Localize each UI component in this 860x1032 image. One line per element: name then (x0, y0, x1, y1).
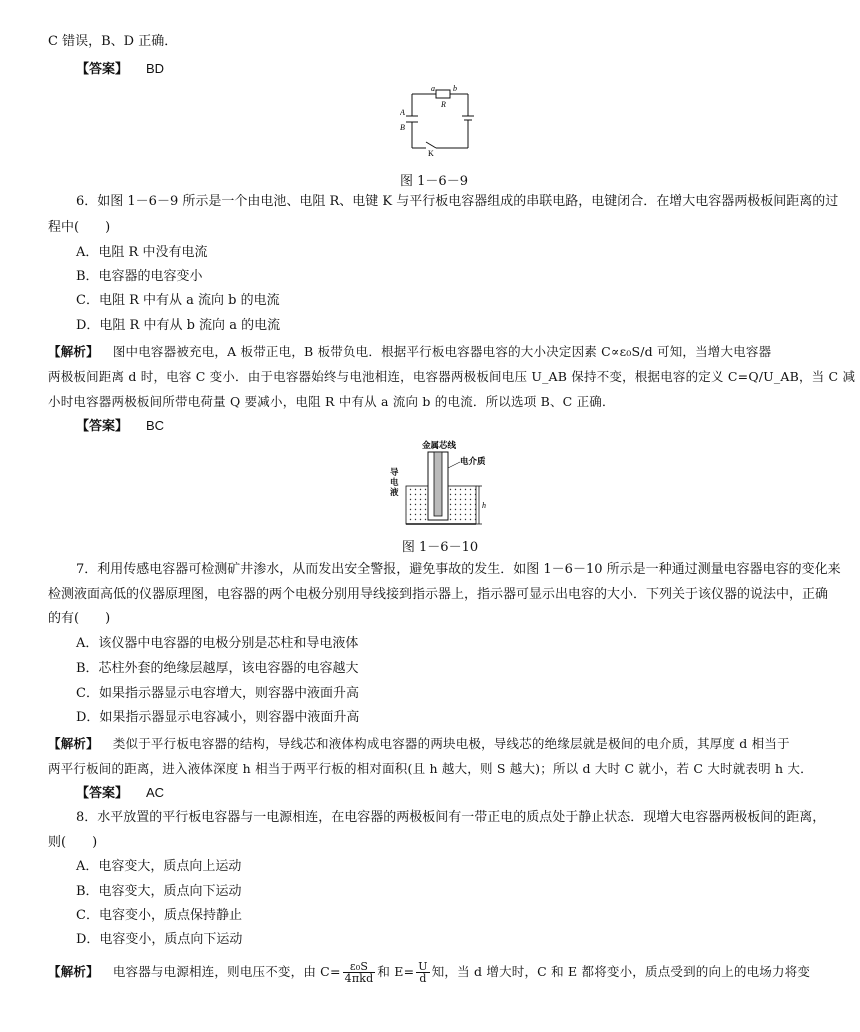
fig9-caption: 图 1－6－9 (400, 174, 468, 189)
q7-stem-2: 检测液面高低的仪器原理图，电容器的两个电极分别用导线接到指示器上，指示器可显示出电容的大小．下列关于该仪器的说法中，正确 (48, 587, 829, 602)
frac-denominator: d (419, 972, 427, 985)
q6-stem-2: 程中( ) (48, 220, 111, 235)
field-fraction (416, 961, 429, 984)
q6-option-b: B．电容器的电容变小 (76, 269, 203, 284)
q7-analysis-1 (48, 734, 790, 754)
q8-option-b: B．电容变大，质点向下运动 (76, 884, 242, 899)
analysis-mid: 和 E= (377, 964, 415, 979)
q7-option-b: B．芯柱外套的绝缘层越厚，该电容器的电容越大 (76, 661, 359, 676)
circuit-diagram (400, 82, 490, 158)
answer-tag: 【答案】 (76, 419, 129, 434)
q8-stem-1: 8．水平放置的平行板电容器与一电源相连，在电容器的两极板间有一带正电的质点处于静止状态．现增大电容器两极板间的距离， (76, 810, 826, 825)
label-K: K (428, 149, 434, 158)
q6-option-d: D．电阻 R 中有从 b 流向 a 的电流 (76, 318, 281, 333)
q5-answer (76, 59, 164, 80)
q6-analysis-2: 两极板间距离 d 时，电容 C 变小．由于电容器始终与电池相连，电容器两极板间电压 U_AB 保持不变，根据电容的定义 C=Q/U_AB，当 C 减 (48, 369, 856, 384)
answer-value: BC (146, 418, 165, 433)
label-A: A (400, 108, 405, 117)
label-liquid: 导电液 (390, 468, 399, 498)
answer-tag: 【答案】 (76, 62, 129, 77)
top-line: C 错误，B、D 正确． (48, 34, 178, 49)
analysis-post: 知，当 d 增大时，C 和 E 都将变小，质点受到的向上的电场力将变 (431, 964, 811, 979)
q8-option-d: D．电容变小，质点向下运动 (76, 932, 243, 947)
q7-stem-1: 7．利用传感电容器可检测矿井渗水，从而发出安全警报，避免事故的发生．如图 1－6－10 所示是一种通过测量电容器电容的变化来 (76, 562, 841, 577)
analysis-tag: 【解析】 (48, 964, 99, 979)
q8-analysis-1 (48, 958, 810, 986)
answer-tag: 【答案】 (76, 786, 129, 801)
q6-option-c: C．电阻 R 中有从 a 流向 b 的电流 (76, 293, 280, 308)
label-h: h (482, 501, 486, 510)
q7-stem-3: 的有( ) (48, 611, 111, 626)
label-dielectric: 电介质 (460, 457, 486, 467)
q7-option-a: A．该仪器中电容器的电极分别是芯柱和导电液体 (76, 636, 359, 651)
q7-analysis-2: 两平行板间的距离，进入液体深度 h 相当于两平行板的相对面积(且 h 越大，则 S 越大)；所以 d 大时 C 就小，若 C 大时就表明 h 大． (48, 761, 813, 776)
label-a: a (431, 84, 435, 93)
q7-answer (76, 783, 164, 804)
analysis-text: 图中电容器被充电，A 板带正电，B 板带负电．根据平行板电容器电容的大小决定因素 C∝ε₀S/d 可知，当增大电容器 (112, 344, 772, 359)
q8-option-c: C．电容变小，质点保持静止 (76, 908, 242, 923)
q6-stem-1: 6．如图 1－6－9 所示是一个由电池、电阻 R、电键 K 与平行板电容器组成的串联电路，电键闭合．在增大电容器两极板间距离的过 (76, 194, 839, 209)
analysis-pre: 电容器与电源相连，则电压不变，由 C= (112, 964, 341, 979)
q6-analysis-3: 小时电容器两极板间所带电荷量 Q 要减小，电阻 R 中有从 a 流向 b 的电流．所以选项 B、C 正确． (48, 394, 615, 409)
label-R: R (441, 100, 446, 109)
q6-analysis-1 (48, 342, 771, 362)
q7-option-c: C．如果指示器显示电容增大，则容器中液面升高 (76, 686, 359, 701)
analysis-text: 类似于平行板电容器的结构，导线芯和液体构成电容器的两块电极，导线芯的绝缘层就是极间的电介质，其厚度 d 相当于 (112, 736, 790, 751)
frac-denominator: 4πkd (344, 972, 374, 985)
frac-numerator: U (418, 960, 428, 973)
capacitance-fraction (343, 961, 376, 984)
q7-option-d: D．如果指示器显示电容减小，则容器中液面升高 (76, 710, 360, 725)
q6-option-a: A．电阻 R 中没有电流 (76, 245, 208, 260)
fig10-caption: 图 1－6－10 (401, 540, 479, 555)
frac-numerator: ε₀S (343, 961, 376, 973)
analysis-tag: 【解析】 (48, 344, 99, 359)
answer-value: AC (146, 785, 165, 800)
answer-value: BD (146, 61, 165, 76)
q8-stem-2: 则( ) (48, 835, 98, 850)
label-core: 金属芯线 (422, 441, 457, 451)
q8-option-a: A．电容变大，质点向上运动 (76, 859, 242, 874)
analysis-tag: 【解析】 (48, 736, 99, 751)
label-b: b (453, 84, 457, 93)
label-B: B (400, 123, 405, 132)
q6-answer (76, 416, 164, 437)
